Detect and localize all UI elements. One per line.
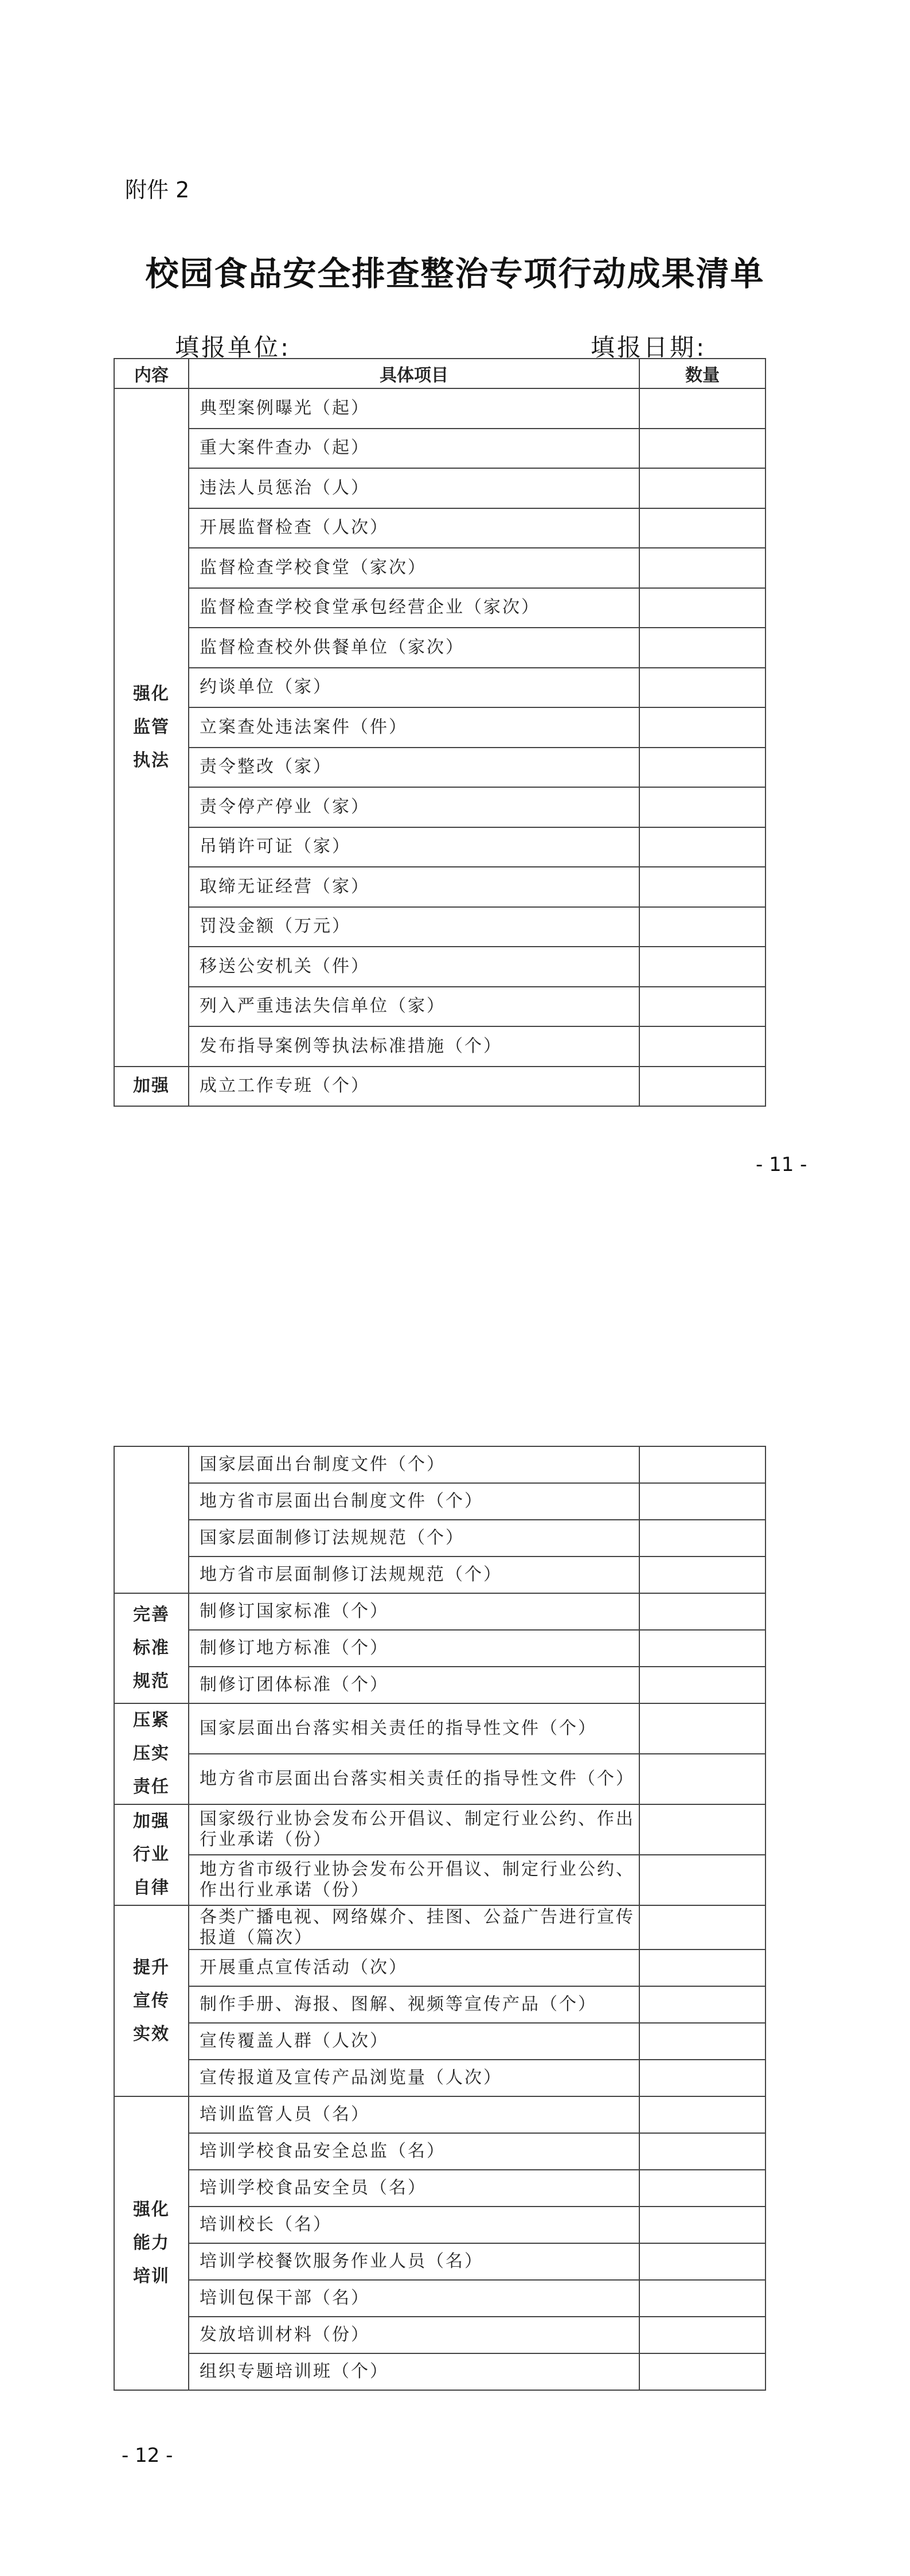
table-row: [114, 1067, 766, 1107]
category-label: 执法: [133, 750, 170, 771]
quantity-cell[interactable]: [639, 1905, 766, 1949]
quantity-cell[interactable]: [639, 1520, 766, 1557]
quantity-cell[interactable]: [639, 668, 766, 708]
item-label: 监督检查学校食堂承包经营企业（家次）: [189, 588, 639, 628]
item-label: 监督检查学校食堂（家次）: [189, 548, 639, 588]
item-label: 培训学校食品安全总监（名）: [189, 2133, 639, 2170]
category-label: 提升: [133, 1957, 170, 1978]
table-row: [114, 748, 766, 788]
item-label: 移送公安机关（件）: [189, 947, 639, 987]
item-label: 地方省市层面出台制度文件（个）: [189, 1483, 639, 1520]
item-label: 发放培训材料（份）: [189, 2317, 639, 2353]
table-row: [114, 2353, 766, 2390]
category-label: 宣传: [133, 1990, 170, 2011]
category-label: 加强: [133, 1076, 170, 1096]
table-row: [114, 508, 766, 548]
item-label: 罚没金额（万元）: [189, 907, 639, 947]
table-row: [114, 429, 766, 469]
page-number: - 11 -: [756, 1153, 807, 1176]
table-row: [114, 2170, 766, 2207]
table-row: [114, 2207, 766, 2243]
quantity-cell[interactable]: [639, 1067, 766, 1107]
quantity-cell[interactable]: [639, 748, 766, 788]
header-quantity: 数量: [639, 359, 766, 388]
item-label: 取缔无证经营（家）: [189, 867, 639, 907]
category-label: 完善: [133, 1605, 170, 1625]
table-row: [114, 1026, 766, 1067]
category-label: 加强: [133, 1811, 170, 1831]
table-row: [114, 2243, 766, 2280]
item-label: 培训学校食品安全员（名）: [189, 2170, 639, 2207]
table-row: [114, 827, 766, 867]
quantity-cell[interactable]: [639, 1026, 766, 1067]
date-label: 填报日期:: [591, 333, 707, 361]
table-row: [114, 1483, 766, 1520]
quantity-cell[interactable]: [639, 827, 766, 867]
table-row: [114, 947, 766, 987]
item-label: 开展重点宣传活动（次）: [189, 1949, 639, 1986]
item-label: 监督检查校外供餐单位（家次）: [189, 628, 639, 668]
quantity-cell[interactable]: [639, 2353, 766, 2390]
quantity-cell[interactable]: [639, 1754, 766, 1804]
table-row: [114, 907, 766, 947]
quantity-cell[interactable]: [639, 1446, 766, 1483]
category-cell: [114, 388, 189, 1067]
table-row: [114, 468, 766, 508]
item-label: 列入严重违法失信单位（家）: [189, 987, 639, 1027]
category-label: 实效: [133, 2024, 170, 2044]
category-label: 规范: [133, 1671, 170, 1691]
category-label: 标准: [133, 1638, 170, 1658]
quantity-cell[interactable]: [639, 628, 766, 668]
category-label: 自律: [133, 1878, 170, 1898]
page-title: 校园食品安全排查整治专项行动成果清单: [145, 254, 765, 293]
item-label: 国家层面制修订法规规范（个）: [189, 1520, 639, 1557]
category-cell: [114, 1446, 189, 1593]
item-label: 责令停产停业（家）: [189, 787, 639, 827]
quantity-cell[interactable]: [639, 1949, 766, 1986]
category-label: 压实: [133, 1744, 170, 1764]
table-row: [114, 2280, 766, 2317]
table-row: [114, 2023, 766, 2060]
category-cell: [114, 1067, 189, 1107]
item-label: 地方省市层面出台落实相关责任的指导性文件（个）: [189, 1754, 639, 1804]
table-row: [114, 1905, 766, 1949]
table-row: [114, 1986, 766, 2023]
quantity-cell[interactable]: [639, 2133, 766, 2170]
quantity-cell[interactable]: [639, 1703, 766, 1754]
item-label: 开展监督检查（人次）: [189, 508, 639, 548]
item-label: 吊销许可证（家）: [189, 827, 639, 867]
category-label: 责任: [133, 1777, 170, 1797]
table-row: [114, 2133, 766, 2170]
quantity-cell[interactable]: [639, 867, 766, 907]
quantity-cell[interactable]: [639, 2170, 766, 2207]
quantity-cell[interactable]: [639, 987, 766, 1027]
quantity-cell[interactable]: [639, 1593, 766, 1630]
item-label: 组织专题培训班（个）: [189, 2353, 639, 2390]
item-label: 宣传覆盖人群（人次）: [189, 2023, 639, 2060]
quantity-cell[interactable]: [639, 1630, 766, 1667]
table-row: [114, 1949, 766, 1986]
table-row: [114, 1804, 766, 1855]
quantity-cell[interactable]: [639, 1804, 766, 1855]
table-row: [114, 628, 766, 668]
item-label: 制作手册、海报、图解、视频等宣传产品（个）: [189, 1986, 639, 2023]
table-row: [114, 388, 766, 429]
item-label: 成立工作专班（个）: [189, 1067, 639, 1107]
table-row: [114, 1667, 766, 1703]
category-cell: [114, 1703, 189, 1804]
table-row: [114, 668, 766, 708]
item-label: 国家层面出台制度文件（个）: [189, 1446, 639, 1483]
category-cell: [114, 2096, 189, 2390]
quantity-cell[interactable]: [639, 2243, 766, 2280]
header-item: 具体项目: [189, 359, 639, 388]
table-row: [114, 588, 766, 628]
quantity-cell[interactable]: [639, 2060, 766, 2096]
table-row: [114, 1520, 766, 1557]
quantity-cell[interactable]: [639, 907, 766, 947]
table-row: [114, 2096, 766, 2133]
table-row: [114, 1446, 766, 1483]
quantity-cell[interactable]: [639, 947, 766, 987]
quantity-cell[interactable]: [639, 508, 766, 548]
category-label: 强化: [133, 683, 170, 704]
item-label: 制修订国家标准（个）: [189, 1593, 639, 1630]
item-label: 典型案例曝光（起）: [189, 388, 639, 429]
table-row: [114, 1855, 766, 1905]
quantity-cell[interactable]: [639, 1986, 766, 2023]
item-label: 制修订地方标准（个）: [189, 1630, 639, 1667]
quantity-cell[interactable]: [639, 588, 766, 628]
category-label: 行业: [133, 1845, 170, 1865]
table-row: [114, 987, 766, 1027]
item-label: 立案查处违法案件（件）: [189, 707, 639, 748]
category-label: 培训: [133, 2266, 170, 2286]
table-row: [114, 1754, 766, 1804]
quantity-cell[interactable]: [639, 2317, 766, 2353]
quantity-cell[interactable]: [639, 1855, 766, 1905]
table-row: [114, 1630, 766, 1667]
results-table-page1: [114, 358, 766, 1107]
header-content: 内容: [114, 359, 189, 388]
attachment-label: 附件 2: [125, 177, 190, 203]
category-label: 强化: [133, 2200, 170, 2220]
quantity-cell[interactable]: [639, 707, 766, 748]
item-label: 国家层面出台落实相关责任的指导性文件（个）: [189, 1703, 639, 1754]
category-label: 能力: [133, 2233, 170, 2253]
page-number: - 12 -: [122, 2444, 173, 2467]
table-row: [114, 787, 766, 827]
item-label: 责令整改（家）: [189, 748, 639, 788]
item-label: 重大案件查办（起）: [189, 429, 639, 469]
item-label: 宣传报道及宣传产品浏览量（人次）: [189, 2060, 639, 2096]
category-label: 监管: [133, 717, 170, 737]
item-label: 各类广播电视、网络媒介、挂图、公益广告进行宣传报道（篇次）: [189, 1905, 639, 1949]
item-label: 培训学校餐饮服务作业人员（名）: [189, 2243, 639, 2280]
quantity-cell[interactable]: [639, 388, 766, 429]
quantity-cell[interactable]: [639, 548, 766, 588]
table-row: [114, 1557, 766, 1593]
category-cell: [114, 1804, 189, 1905]
table-row: [114, 867, 766, 907]
quantity-cell[interactable]: [639, 2280, 766, 2317]
item-label: 违法人员惩治（人）: [189, 468, 639, 508]
item-label: 培训监管人员（名）: [189, 2096, 639, 2133]
table-row: [114, 548, 766, 588]
quantity-cell[interactable]: [639, 787, 766, 827]
item-label: 培训包保干部（名）: [189, 2280, 639, 2317]
item-label: 制修订团体标准（个）: [189, 1667, 639, 1703]
quantity-cell[interactable]: [639, 429, 766, 469]
quantity-cell[interactable]: [639, 1557, 766, 1593]
table-row: [114, 1593, 766, 1630]
item-label: 国家级行业协会发布公开倡议、制定行业公约、作出行业承诺（份）: [189, 1804, 639, 1855]
results-table-page2: [114, 1446, 766, 2391]
quantity-cell[interactable]: [639, 1483, 766, 1520]
category-label: 压紧: [133, 1710, 170, 1730]
item-label: 约谈单位（家）: [189, 668, 639, 708]
quantity-cell[interactable]: [639, 468, 766, 508]
table-row: [114, 707, 766, 748]
item-label: 培训校长（名）: [189, 2207, 639, 2243]
quantity-cell[interactable]: [639, 2023, 766, 2060]
item-label: 发布指导案例等执法标准措施（个）: [189, 1026, 639, 1067]
table-row: [114, 2060, 766, 2096]
table-row: [114, 2317, 766, 2353]
unit-label: 填报单位:: [175, 333, 291, 361]
quantity-cell[interactable]: [639, 2096, 766, 2133]
quantity-cell[interactable]: [639, 2207, 766, 2243]
category-cell: [114, 1905, 189, 2096]
category-cell: [114, 1593, 189, 1703]
item-label: 地方省市层面制修订法规规范（个）: [189, 1557, 639, 1593]
item-label: 地方省市级行业协会发布公开倡议、制定行业公约、作出行业承诺（份）: [189, 1855, 639, 1905]
table-row: [114, 1703, 766, 1754]
quantity-cell[interactable]: [639, 1667, 766, 1703]
